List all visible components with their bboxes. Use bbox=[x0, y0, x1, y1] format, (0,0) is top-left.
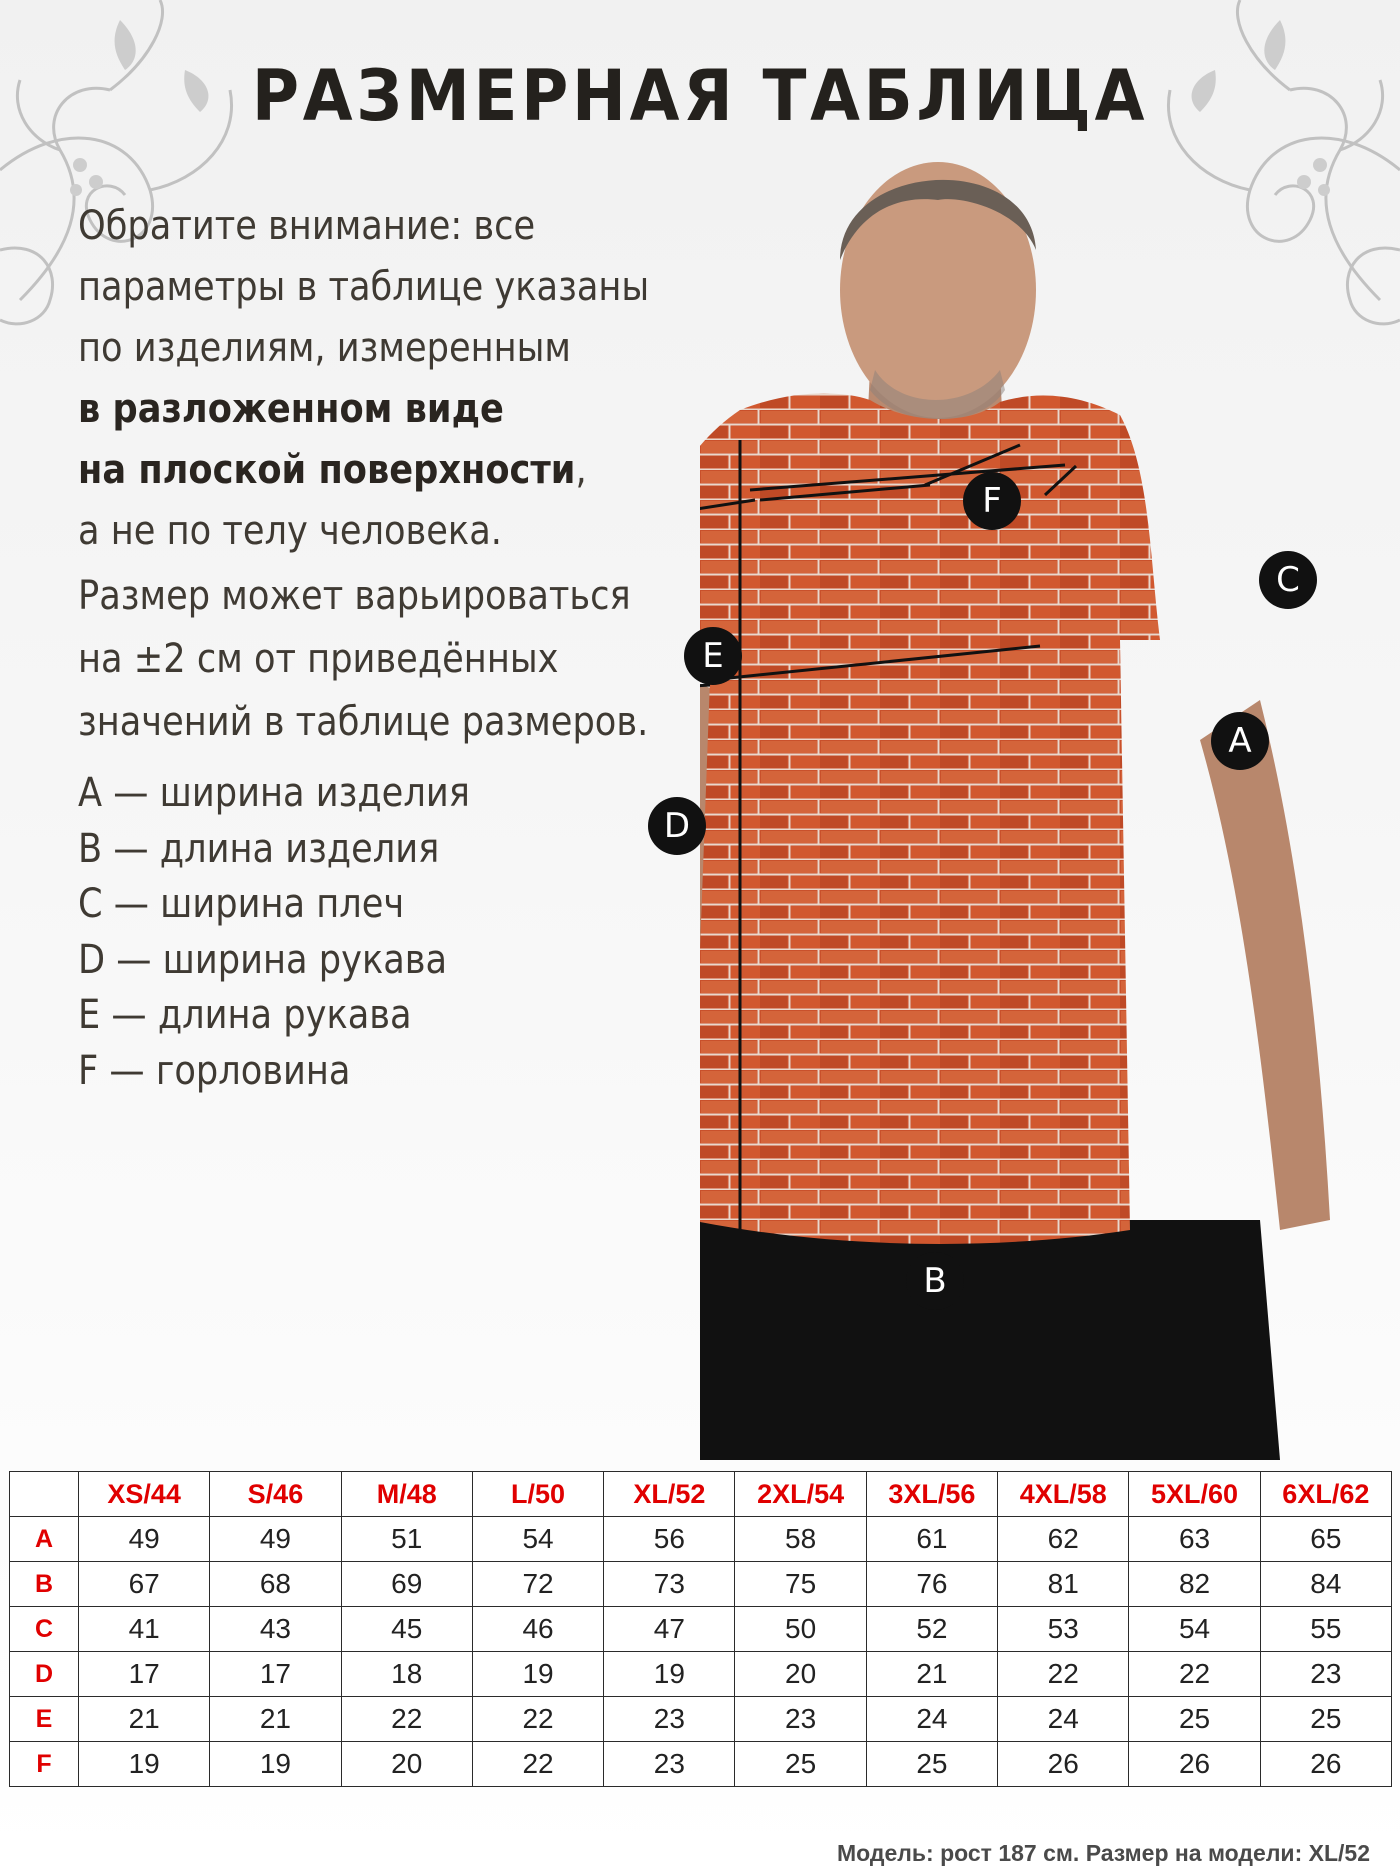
table-row bbox=[10, 1607, 1392, 1652]
measurement-cell: 72 bbox=[472, 1562, 603, 1607]
measurement-cell: 22 bbox=[998, 1652, 1129, 1697]
measurement-cell: 23 bbox=[735, 1697, 866, 1742]
right-arm-shape bbox=[1200, 700, 1330, 1230]
size-header-cell: 6XL/62 bbox=[1260, 1472, 1391, 1517]
measurement-cell: 21 bbox=[866, 1652, 997, 1697]
measurement-cell: 50 bbox=[735, 1607, 866, 1652]
pants-shape bbox=[700, 1220, 1280, 1460]
measurement-cell: 69 bbox=[341, 1562, 472, 1607]
size-header-cell: 2XL/54 bbox=[735, 1472, 866, 1517]
measurement-cell: 22 bbox=[1129, 1652, 1260, 1697]
legend-item-b: B — длина изделия bbox=[78, 825, 440, 872]
measurement-cell: 65 bbox=[1260, 1517, 1391, 1562]
measurement-cell: 54 bbox=[1129, 1607, 1260, 1652]
legend-item-c: C — ширина плеч bbox=[78, 881, 405, 927]
measurement-cell: 17 bbox=[210, 1652, 341, 1697]
measurement-cell: 41 bbox=[79, 1607, 210, 1652]
legend-item-a: A — ширина изделия bbox=[78, 770, 470, 816]
measurement-cell: 81 bbox=[998, 1562, 1129, 1607]
measurement-cell: 53 bbox=[998, 1607, 1129, 1652]
variance-line: значений в таблице размеров. bbox=[78, 699, 649, 745]
notice-bold-line: на плоской поверхности bbox=[78, 447, 576, 493]
size-header-cell: 5XL/60 bbox=[1129, 1472, 1260, 1517]
size-header-cell: S/46 bbox=[210, 1472, 341, 1517]
measurement-cell: 84 bbox=[1260, 1562, 1391, 1607]
table-row bbox=[10, 1742, 1392, 1787]
measurement-cell: 46 bbox=[472, 1607, 603, 1652]
measurement-cell: 43 bbox=[210, 1607, 341, 1652]
variance-line: на ±2 см от приведённых bbox=[78, 636, 559, 682]
measurement-cell: 76 bbox=[866, 1562, 997, 1607]
row-label-cell: D bbox=[10, 1652, 79, 1697]
measurement-cell: 21 bbox=[210, 1697, 341, 1742]
measurement-legend bbox=[78, 766, 606, 1099]
size-header-cell: XL/52 bbox=[604, 1472, 735, 1517]
size-header-cell: M/48 bbox=[341, 1472, 472, 1517]
row-label-cell: C bbox=[10, 1607, 79, 1652]
measurement-cell: 18 bbox=[341, 1652, 472, 1697]
measurement-cell: 23 bbox=[604, 1742, 735, 1787]
size-header-cell: 4XL/58 bbox=[998, 1472, 1129, 1517]
measurement-cell: 22 bbox=[472, 1697, 603, 1742]
notice-line: Обратите внимание: все bbox=[78, 203, 536, 249]
measurement-cell: 24 bbox=[866, 1697, 997, 1742]
measurement-cell: 19 bbox=[79, 1742, 210, 1787]
measurement-cell: 24 bbox=[998, 1697, 1129, 1742]
measurement-cell: 55 bbox=[1260, 1607, 1391, 1652]
row-label-cell: A bbox=[10, 1517, 79, 1562]
measurement-cell: 47 bbox=[604, 1607, 735, 1652]
notice-comma: , bbox=[575, 447, 587, 493]
measurement-cell: 54 bbox=[472, 1517, 603, 1562]
size-header-cell: L/50 bbox=[472, 1472, 603, 1517]
measurement-cell: 19 bbox=[210, 1742, 341, 1787]
measurement-cell: 49 bbox=[79, 1517, 210, 1562]
table-row bbox=[10, 1697, 1392, 1742]
measurement-cell: 52 bbox=[866, 1607, 997, 1652]
notice-line: параметры в таблице указаны bbox=[78, 264, 650, 310]
tshirt-shape bbox=[700, 393, 1160, 1244]
measurement-cell: 45 bbox=[341, 1607, 472, 1652]
table-row bbox=[10, 1652, 1392, 1697]
measurement-cell: 22 bbox=[341, 1697, 472, 1742]
measurement-cell: 63 bbox=[1129, 1517, 1260, 1562]
measurement-cell: 75 bbox=[735, 1562, 866, 1607]
size-table-body bbox=[10, 1517, 1392, 1787]
badge-b: B bbox=[906, 1252, 964, 1310]
measurement-cell: 25 bbox=[735, 1742, 866, 1787]
measurement-cell: 73 bbox=[604, 1562, 735, 1607]
notice-line: по изделиям, измеренным bbox=[78, 325, 571, 371]
measurement-cell: 25 bbox=[866, 1742, 997, 1787]
legend-item-d: D — ширина рукава bbox=[78, 936, 448, 983]
row-label-cell: B bbox=[10, 1562, 79, 1607]
measurement-cell: 19 bbox=[604, 1652, 735, 1697]
measurement-cell: 68 bbox=[210, 1562, 341, 1607]
measurement-cell: 82 bbox=[1129, 1562, 1260, 1607]
badge-d: D bbox=[648, 797, 706, 855]
measurement-cell: 17 bbox=[79, 1652, 210, 1697]
measurement-cell: 62 bbox=[998, 1517, 1129, 1562]
model-footnote: Модель: рост 187 см. Размер на модели: XL/52 bbox=[837, 1840, 1370, 1866]
notice-bold-line: в разложенном виде bbox=[78, 386, 504, 432]
measurement-cell: 56 bbox=[604, 1517, 735, 1562]
variance-note bbox=[78, 565, 712, 754]
size-header-row bbox=[10, 1472, 1392, 1517]
badge-a: A bbox=[1211, 712, 1269, 770]
measurement-cell: 23 bbox=[604, 1697, 735, 1742]
size-table bbox=[9, 1471, 1392, 1787]
measurement-cell: 25 bbox=[1129, 1697, 1260, 1742]
measurement-cell: 51 bbox=[341, 1517, 472, 1562]
legend-item-e: E — длина рукава bbox=[78, 992, 412, 1038]
variance-line: Размер может варьироваться bbox=[78, 573, 631, 619]
badge-e: E bbox=[684, 627, 742, 685]
measurement-cell: 20 bbox=[341, 1742, 472, 1787]
measurement-cell: 26 bbox=[1129, 1742, 1260, 1787]
measurement-cell: 20 bbox=[735, 1652, 866, 1697]
model-photo bbox=[700, 140, 1380, 1460]
measurement-cell: 67 bbox=[79, 1562, 210, 1607]
measurement-cell: 58 bbox=[735, 1517, 866, 1562]
measurement-cell: 26 bbox=[1260, 1742, 1391, 1787]
measurement-cell: 49 bbox=[210, 1517, 341, 1562]
measurement-cell: 61 bbox=[866, 1517, 997, 1562]
notice-line: а не по телу человека. bbox=[78, 508, 502, 554]
measurement-notice bbox=[78, 196, 694, 562]
legend-item-f: F — горловина bbox=[78, 1047, 351, 1094]
size-header-cell: XS/44 bbox=[79, 1472, 210, 1517]
measurement-cell: 26 bbox=[998, 1742, 1129, 1787]
table-row bbox=[10, 1517, 1392, 1562]
measurement-cell: 19 bbox=[472, 1652, 603, 1697]
model-illustration bbox=[700, 140, 1380, 1460]
row-label-cell: E bbox=[10, 1697, 79, 1742]
measurement-cell: 21 bbox=[79, 1697, 210, 1742]
badge-f: F bbox=[963, 472, 1021, 530]
measurement-cell: 22 bbox=[472, 1742, 603, 1787]
row-label-cell: F bbox=[10, 1742, 79, 1787]
measurement-cell: 25 bbox=[1260, 1697, 1391, 1742]
page-title: РАЗМЕРНАЯ ТАБЛИЦА bbox=[251, 55, 1149, 137]
badge-c: C bbox=[1259, 551, 1317, 609]
table-row bbox=[10, 1562, 1392, 1607]
measurement-cell: 23 bbox=[1260, 1652, 1391, 1697]
table-corner-cell bbox=[10, 1472, 79, 1517]
size-header-cell: 3XL/56 bbox=[866, 1472, 997, 1517]
